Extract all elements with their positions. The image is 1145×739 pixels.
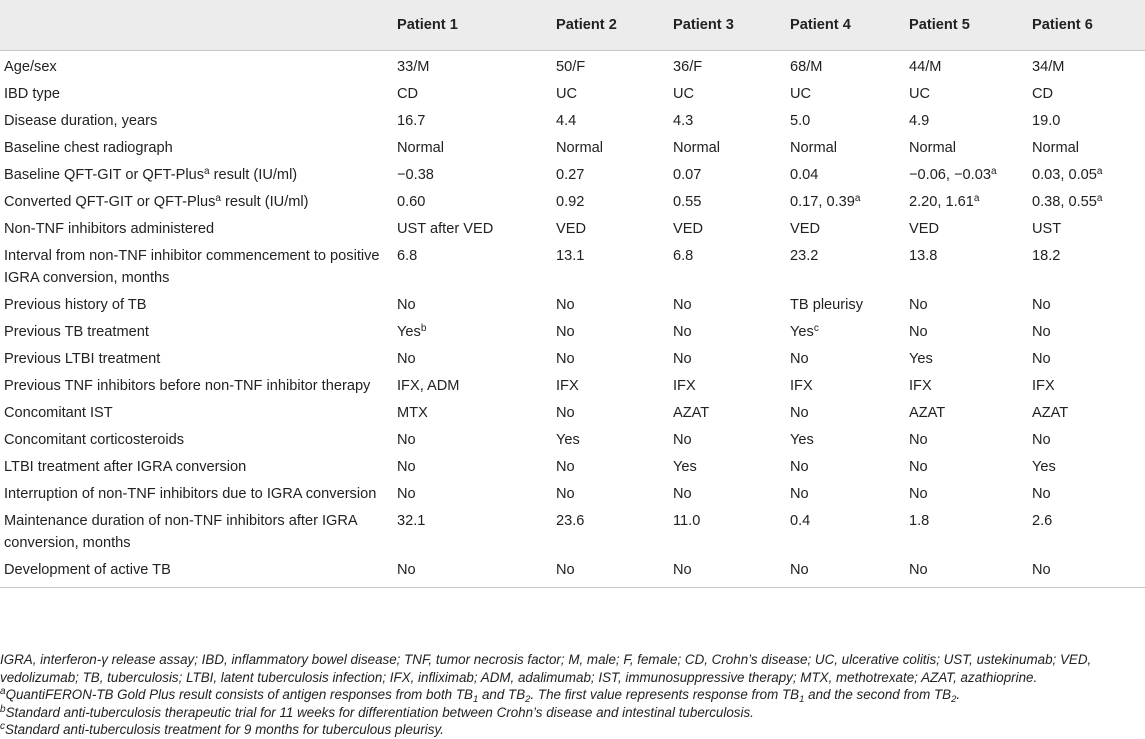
table-row: [0, 292, 1145, 319]
table-cell-patient-6: CD: [1032, 86, 1054, 102]
table-cell-patient-3: No: [673, 486, 692, 502]
footnote-mark: c: [813, 323, 819, 334]
cell-value: 2.20, 1.61: [909, 194, 974, 210]
row-label: Disease duration, years: [4, 113, 158, 129]
footnote-mark: a: [990, 166, 997, 177]
table-cell-patient-3: Yes: [673, 459, 697, 475]
table-cell-patient-2: No: [556, 351, 575, 367]
table-cell-patient-6: No: [1032, 486, 1051, 502]
row-label: Previous TNF inhibitors before non-TNF inhibitor therapy: [4, 378, 371, 394]
cell-value: No: [556, 324, 575, 340]
footnote-a-text-1: QuantiFERON-TB Gold Plus result consists of antigen responses from both TB: [5, 687, 473, 702]
table-cell-patient-4: [786, 189, 905, 216]
table-cell-patient-1: 6.8: [397, 248, 418, 264]
table-cell-patient-2: UC: [556, 86, 578, 102]
cell-value: −0.38: [397, 167, 434, 183]
table-row: [0, 454, 1145, 481]
row-label: Previous LTBI treatment: [4, 351, 161, 367]
table-row: [0, 557, 1145, 588]
table-row: [0, 51, 1145, 82]
header-cell-patient-5: Patient 5: [905, 0, 1028, 51]
table-cell-patient-5: No: [909, 297, 928, 313]
table-cell-patient-3: 11.0: [673, 513, 701, 529]
table-cell-patient-2: No: [556, 486, 575, 502]
table-cell-patient-3: Normal: [673, 140, 721, 156]
row-label: Previous TB treatment: [4, 324, 149, 340]
table-cell-patient-5: No: [909, 432, 928, 448]
footnote-mark: a: [1096, 193, 1103, 204]
table-cell-patient-4: [786, 162, 905, 189]
table-cell-patient-3: VED: [673, 221, 704, 237]
table-cell-patient-6: No: [1032, 297, 1051, 313]
footnote-c: [0, 721, 1145, 739]
footnote-mark: a: [854, 193, 861, 204]
table-cell-patient-5: 44/M: [909, 59, 942, 75]
table-cell-patient-6: No: [1032, 351, 1051, 367]
table-row: [0, 400, 1145, 427]
table-cell-patient-5: No: [909, 486, 928, 502]
row-label: Previous history of TB: [4, 297, 147, 313]
footnote-a: [0, 686, 1145, 704]
table-cell-patient-4: Normal: [790, 140, 838, 156]
table-header-row: [0, 0, 1145, 51]
cell-value: No: [1032, 324, 1051, 340]
table-cell-patient-2: No: [552, 557, 669, 588]
table-cell-patient-3: No: [673, 351, 692, 367]
table-cell-patient-4: No: [790, 459, 809, 475]
row-label: Interruption of non-TNF inhibitors due to IGRA conversion: [4, 486, 377, 502]
footnote-mark: a: [1096, 166, 1103, 177]
table-cell-patient-2: VED: [556, 221, 587, 237]
table-cell-patient-3: [669, 162, 786, 189]
row-label: Non-TNF inhibitors administered: [4, 221, 215, 237]
table-cell-patient-5: 4.9: [909, 113, 930, 129]
table-cell-patient-5: VED: [909, 221, 940, 237]
table-cell-patient-5: [905, 189, 1028, 216]
table-cell-patient-1: Normal: [397, 140, 445, 156]
table-row: [0, 243, 1145, 292]
table-cell-patient-3: [669, 319, 786, 346]
table-cell-patient-6: 2.6: [1032, 513, 1053, 529]
table-cell-patient-4: 5.0: [790, 113, 811, 129]
table-cell-patient-2: IFX: [556, 378, 579, 394]
row-label: Age/sex: [4, 59, 57, 75]
footnote-a-text-5: .: [956, 687, 961, 702]
cell-value: 0.03, 0.05: [1032, 167, 1097, 183]
table-cell-patient-5: UC: [909, 86, 931, 102]
table-cell-patient-1: MTX: [397, 405, 428, 421]
table-cell-patient-3: No: [673, 297, 692, 313]
row-label: Concomitant IST: [4, 405, 113, 421]
table-cell-patient-3: No: [673, 432, 692, 448]
footnote-a-sub-3: 1: [799, 694, 805, 705]
footnote-c-text: Standard anti-tuberculosis treatment for 9 months for tuberculous pleurisy.: [5, 722, 444, 737]
table-cell-patient-1: No: [397, 459, 416, 475]
footnote-a-sub-2: 2: [525, 694, 531, 705]
cell-value: 0.04: [790, 167, 819, 183]
table-cell-patient-6: No: [1032, 432, 1051, 448]
table-cell-patient-1: No: [397, 351, 416, 367]
footnote-a-sub-1: 1: [472, 694, 479, 705]
table-cell-patient-2: Yes: [556, 432, 580, 448]
footnote-mark: a: [215, 193, 221, 204]
header-cell-patient-4: Patient 4: [786, 0, 905, 51]
table-cell-patient-3: IFX: [673, 378, 696, 394]
table-row: [0, 189, 1145, 216]
table-footnotes: [0, 651, 1145, 739]
table-cell-patient-3: 4.3: [673, 113, 694, 129]
table-cell-patient-2: 13.1: [556, 248, 585, 264]
row-label: Development of active TB: [0, 557, 393, 588]
cell-value: 0.07: [673, 167, 702, 183]
table-cell-patient-6: [1028, 162, 1145, 189]
table-cell-patient-6: Normal: [1032, 140, 1080, 156]
row-label: LTBI treatment after IGRA conversion: [4, 459, 247, 475]
footnote-a-mark: a: [0, 686, 6, 697]
table-cell-patient-1: [393, 189, 552, 216]
cell-value: 0.55: [673, 194, 702, 210]
table-cell-patient-2: 4.4: [556, 113, 577, 129]
table-cell-patient-5: No: [905, 557, 1028, 588]
cell-value: 0.60: [397, 194, 426, 210]
cell-value: 0.17, 0.39: [790, 194, 855, 210]
table-cell-patient-1: [393, 319, 552, 346]
table-cell-patient-3: AZAT: [673, 405, 710, 421]
table-cell-patient-1: IFX, ADM: [397, 378, 460, 394]
table-cell-patient-6: [1028, 189, 1145, 216]
table-cell-patient-2: [552, 162, 669, 189]
row-label: [0, 189, 393, 216]
table-cell-patient-6: No: [1028, 557, 1145, 588]
row-label-text: result (IU/ml): [209, 167, 298, 183]
table-cell-patient-3: UC: [673, 86, 695, 102]
table-cell-patient-5: No: [909, 459, 928, 475]
table-row: [0, 135, 1145, 162]
table-cell-patient-2: 50/F: [556, 59, 586, 75]
table-cell-patient-6: AZAT: [1032, 405, 1069, 421]
table-cell-patient-4: IFX: [790, 378, 813, 394]
row-label-text: Converted QFT-GIT or QFT-Plus: [4, 194, 216, 210]
footnote-a-sub-4: 2: [951, 694, 957, 705]
table-cell-patient-6: UST: [1032, 221, 1062, 237]
table-cell-patient-1: 16.7: [397, 113, 426, 129]
table-cell-patient-5: 13.8: [909, 248, 938, 264]
footnote-c-mark: c: [0, 721, 5, 732]
table-cell-patient-5: 1.8: [909, 513, 930, 529]
abbreviations-footnote: IGRA, interferon-γ release assay; IBD, inflammatory bowel disease; TNF, tumor necrosis factor; M, male; F, female; CD, Crohn’s disease; UC, ulcerative colitis; UST, ustekinumab; VED, vedolizumab; TB, tuberculosis; LTBI, latent tuberculosis infection; IFX, infliximab; ADM, adalimumab; IST, immunosuppressive therapy; MTX, methotrexate; AZAT, azathioprine.: [0, 652, 1092, 685]
table-cell-patient-4: 23.2: [790, 248, 819, 264]
table-cell-patient-5: [905, 162, 1028, 189]
table-cell-patient-1: No: [393, 557, 552, 588]
table-cell-patient-2: No: [556, 405, 575, 421]
table-row: [0, 319, 1145, 346]
row-label: Concomitant corticosteroids: [4, 432, 185, 448]
table-cell-patient-4: No: [790, 351, 809, 367]
cell-value: 0.38, 0.55: [1032, 194, 1097, 210]
table-cell-patient-4: TB pleurisy: [790, 297, 863, 313]
table-cell-patient-5: [905, 319, 1028, 346]
cell-value: No: [673, 324, 692, 340]
row-label: IBD type: [4, 86, 60, 102]
row-label: [0, 162, 393, 189]
table-cell-patient-3: [669, 189, 786, 216]
table-cell-patient-1: No: [397, 486, 416, 502]
table-cell-patient-6: 34/M: [1032, 59, 1065, 75]
table-cell-patient-4: Yes: [790, 432, 814, 448]
table-row: [0, 216, 1145, 243]
table-cell-patient-5: Yes: [909, 351, 933, 367]
table-cell-patient-6: 18.2: [1032, 248, 1061, 264]
footnote-mark: a: [973, 193, 980, 204]
header-cell-patient-6: Patient 6: [1028, 0, 1145, 51]
table-row: [0, 81, 1145, 108]
table-row: [0, 108, 1145, 135]
table-cell-patient-5: IFX: [909, 378, 932, 394]
table-body: [0, 51, 1145, 588]
table-cell-patient-1: CD: [397, 86, 419, 102]
row-label: Interval from non-TNF inhibitor commencement to positive IGRA conversion, months: [4, 248, 380, 286]
table-cell-patient-2: [552, 189, 669, 216]
row-label-text: result (IU/ml): [220, 194, 309, 210]
cell-value: 0.92: [556, 194, 585, 210]
row-label: Maintenance duration of non-TNF inhibitors after IGRA conversion, months: [4, 513, 357, 551]
table-cell-patient-2: 23.6: [556, 513, 585, 529]
footnote-mark: b: [420, 323, 427, 334]
header-cell-characteristic: [0, 0, 393, 51]
table-cell-patient-1: 32.1: [397, 513, 426, 529]
table-cell-patient-4: No: [790, 486, 809, 502]
table-row: [0, 162, 1145, 189]
table-row: [0, 481, 1145, 508]
table-cell-patient-5: Normal: [909, 140, 957, 156]
footnote-b: [0, 704, 1145, 722]
table-cell-patient-2: No: [556, 459, 575, 475]
table-cell-patient-3: 6.8: [673, 248, 694, 264]
footnote-a-text-2: and TB: [478, 687, 526, 702]
table-cell-patient-3: 36/F: [673, 59, 703, 75]
table-cell-patient-4: 0.4: [790, 513, 811, 529]
table-row: [0, 508, 1145, 557]
table-cell-patient-1: No: [397, 432, 416, 448]
footnote-a-text-4: and the second from TB: [804, 687, 952, 702]
footnote-a-text-3: . The first value represents response from TB: [530, 687, 800, 702]
table-cell-patient-2: Normal: [556, 140, 604, 156]
cell-value: Yes: [397, 324, 421, 340]
table-row: [0, 373, 1145, 400]
table-cell-patient-6: IFX: [1032, 378, 1055, 394]
footnote-b-text: Standard anti-tuberculosis therapeutic trial for 11 weeks for differentiation between Crohn’s disease and intestinal tuberculosis.: [5, 704, 754, 720]
table-cell-patient-3: No: [669, 557, 786, 588]
cell-value: −0.06, −0.03: [909, 167, 991, 183]
table-cell-patient-2: No: [556, 297, 575, 313]
table-cell-patient-4: No: [790, 405, 809, 421]
table-cell-patient-1: No: [397, 297, 416, 313]
table-cell-patient-5: AZAT: [909, 405, 946, 421]
table-cell-patient-1: [393, 162, 552, 189]
footnote-b-mark: b: [0, 703, 6, 715]
header-cell-patient-3: Patient 3: [669, 0, 786, 51]
cell-value: 0.27: [556, 167, 585, 183]
cell-value: No: [909, 324, 928, 340]
header-cell-patient-2: Patient 2: [552, 0, 669, 51]
table-cell-patient-4: VED: [790, 221, 821, 237]
footnote-mark: a: [204, 166, 210, 177]
cell-value: Yes: [790, 324, 814, 340]
table-cell-patient-4: [786, 319, 905, 346]
table-row: [0, 346, 1145, 373]
table-cell-patient-1: UST after VED: [397, 221, 494, 237]
row-label-text: Baseline QFT-GIT or QFT-Plus: [4, 167, 205, 183]
header-cell-patient-1: Patient 1: [393, 0, 552, 51]
table-row: [0, 427, 1145, 454]
table-cell-patient-1: 33/M: [397, 59, 430, 75]
table-cell-patient-6: 19.0: [1032, 113, 1061, 129]
table-cell-patient-6: Yes: [1032, 459, 1056, 475]
row-label: Baseline chest radiograph: [4, 140, 173, 156]
table-cell-patient-4: No: [786, 557, 905, 588]
table-cell-patient-6: [1028, 319, 1145, 346]
table-cell-patient-2: [552, 319, 669, 346]
table-cell-patient-4: UC: [790, 86, 812, 102]
table-cell-patient-4: 68/M: [790, 59, 823, 75]
